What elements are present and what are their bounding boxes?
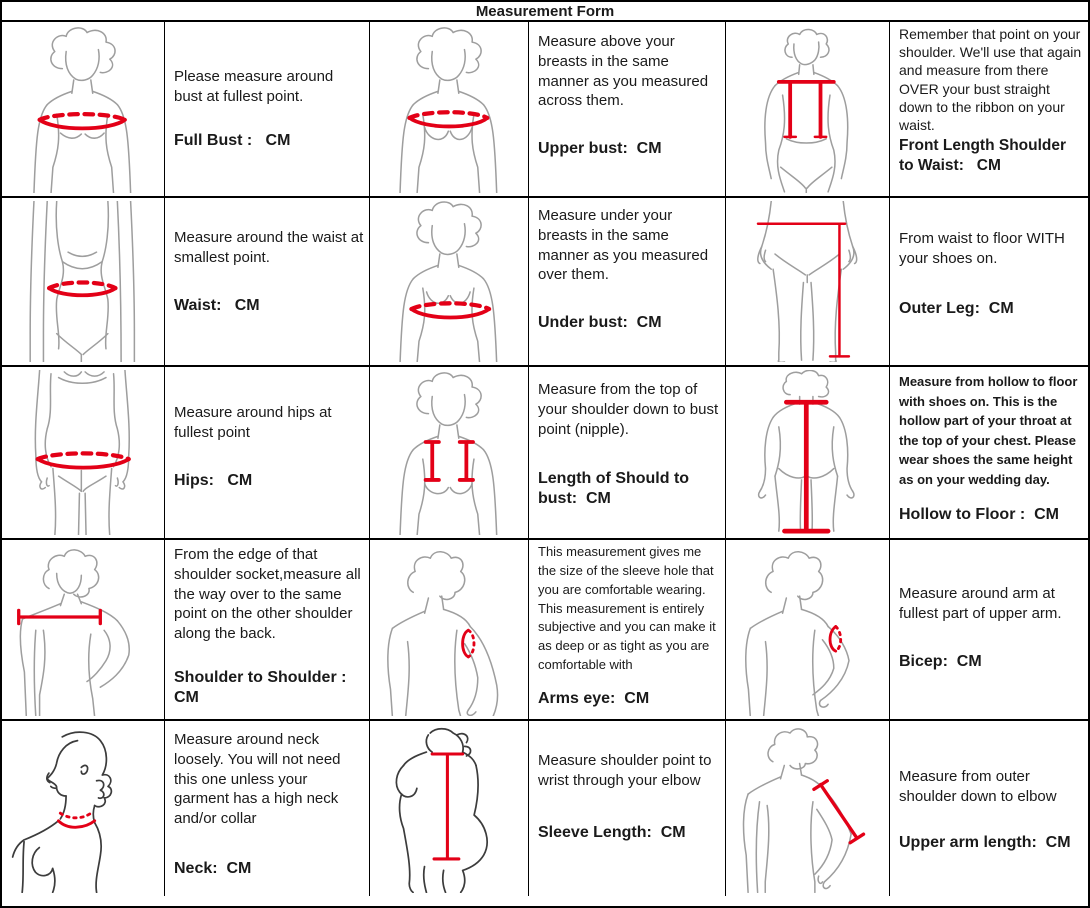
- outer-leg-figure-cell: [726, 198, 890, 365]
- bicep-label: Bicep: CM: [899, 652, 982, 670]
- arms-eye-label: Arms eye: CM: [538, 689, 650, 707]
- neck-description: Measure around neck loosely. You will not need this one unless your garment has a high neck and/or collar: [174, 731, 345, 828]
- outer-leg-figure: [729, 201, 885, 363]
- outer-leg-text-cell: [890, 198, 1088, 365]
- neck-figure-cell: [2, 721, 165, 896]
- waist-text-cell: [165, 198, 370, 365]
- full-bust-figure: [5, 25, 161, 194]
- shoulder-to-shoulder-description: From the edge of that shoulder socket,measure all the way over to the same point on the other shoulder along the back.: [174, 546, 365, 643]
- arms-eye-figure: [373, 543, 525, 717]
- sleeve-length-figure: [373, 724, 525, 894]
- neck-label: Neck: CM: [174, 859, 252, 877]
- front-length-shoulder-to-waist-figure: [729, 25, 885, 194]
- front-length-text-cell: [890, 22, 1088, 196]
- shoulder-to-bust-text-cell: [529, 367, 726, 538]
- arms-eye-figure-cell: [370, 540, 529, 719]
- bicep-text-cell: [890, 540, 1088, 719]
- hollow-to-floor-label: Hollow to Floor : CM: [899, 506, 1059, 523]
- upper-bust-text-cell: [529, 22, 726, 196]
- upper-arm-length-figure-cell: [726, 721, 890, 896]
- front-length-figure-cell: [726, 22, 890, 196]
- hollow-to-floor-text-cell: [890, 367, 1088, 538]
- under-bust-figure: [373, 201, 525, 363]
- shoulder-to-bust-figure-cell: [370, 367, 529, 538]
- outer-leg-description: From waist to floor WITH your shoes on.: [899, 230, 1070, 267]
- sleeve-length-figure-cell: [370, 721, 529, 896]
- front-length-label: Front Length Shoulder to Waist: CM: [899, 137, 1071, 174]
- outer-leg-label: Outer Leg: CM: [899, 299, 1014, 317]
- waist-figure-cell: [2, 198, 165, 365]
- hollow-to-floor-description: Measure from hollow to floor with shoes on. This is the hollow part of your throat at the top of your chest. Please wear shoes the same height as on your wedding day.: [899, 374, 1082, 487]
- hollow-to-floor-figure-cell: [726, 367, 890, 538]
- upper-arm-length-description: Measure from outer shoulder down to elbow: [899, 768, 1057, 805]
- shoulder-to-shoulder-label: Shoulder to Shoulder : CM: [174, 668, 351, 706]
- row-full-bust: [2, 22, 1088, 198]
- full-bust-description: Please measure around bust at fullest point.: [174, 68, 338, 105]
- upper-bust-description: Measure above your breasts in the same manner as you measured across them.: [538, 33, 713, 110]
- waist-description: Measure around the waist at smallest point.: [174, 229, 368, 266]
- under-bust-text-cell: [529, 198, 726, 365]
- full-bust-figure-cell: [2, 22, 165, 196]
- arms-eye-text-cell: [529, 540, 726, 719]
- arms-eye-description: This measurement gives me the size of the sleeve hole that you are comfortable wearing. This measurement is entirely subjective and you can make it as deep or as tight as you are comfortable with: [538, 544, 720, 673]
- hips-description: Measure around hips at fullest point: [174, 404, 336, 441]
- row-hips: [2, 367, 1088, 540]
- sleeve-length-description: Measure shoulder point to wrist through your elbow: [538, 752, 716, 789]
- shoulder-to-bust-label: Length of Should to bust: CM: [538, 470, 694, 508]
- form-title: Measurement Form: [2, 2, 1088, 22]
- neck-figure: [5, 724, 161, 894]
- upper-bust-figure-cell: [370, 22, 529, 196]
- bicep-figure-cell: [726, 540, 890, 719]
- hollow-to-floor-figure: [729, 370, 885, 536]
- shoulder-to-shoulder-text-cell: [165, 540, 370, 719]
- upper-arm-length-figure: [729, 724, 885, 894]
- front-length-description: Remember that point on your shoulder. We'll use that again and measure from there OVER your bust straight down to the ribbon on your waist.: [899, 26, 1086, 133]
- sleeve-length-text-cell: [529, 721, 726, 896]
- shoulder-to-bust-description: Measure from the top of your shoulder down to bust point (nipple).: [538, 381, 723, 438]
- shoulder-to-shoulder-figure-cell: [2, 540, 165, 719]
- full-bust-text-cell: [165, 22, 370, 196]
- neck-text-cell: [165, 721, 370, 896]
- row-waist: [2, 198, 1088, 367]
- under-bust-figure-cell: [370, 198, 529, 365]
- bicep-description: Measure around arm at fullest part of upper arm.: [899, 585, 1062, 622]
- under-bust-label: Under bust: CM: [538, 314, 662, 332]
- upper-bust-figure: [373, 25, 525, 194]
- row-shoulder-to-shoulder: [2, 540, 1088, 721]
- sleeve-length-label: Sleeve Length: CM: [538, 823, 686, 841]
- waist-figure: [5, 201, 161, 363]
- hips-label: Hips: CM: [174, 471, 253, 489]
- hips-figure: [5, 370, 161, 536]
- shoulder-to-bust-figure: [373, 370, 525, 536]
- upper-bust-label: Upper bust: CM: [538, 140, 662, 158]
- under-bust-description: Measure under your breasts in the same manner as you measured over them.: [538, 207, 713, 284]
- waist-label: Waist: CM: [174, 296, 260, 314]
- upper-arm-length-label: Upper arm length: CM: [899, 833, 1071, 851]
- bicep-figure: [729, 543, 885, 717]
- hips-text-cell: [165, 367, 370, 538]
- upper-arm-length-text-cell: [890, 721, 1088, 896]
- shoulder-to-shoulder-figure: [5, 543, 161, 717]
- full-bust-label: Full Bust : CM: [174, 131, 291, 149]
- row-neck: [2, 721, 1088, 896]
- hips-figure-cell: [2, 367, 165, 538]
